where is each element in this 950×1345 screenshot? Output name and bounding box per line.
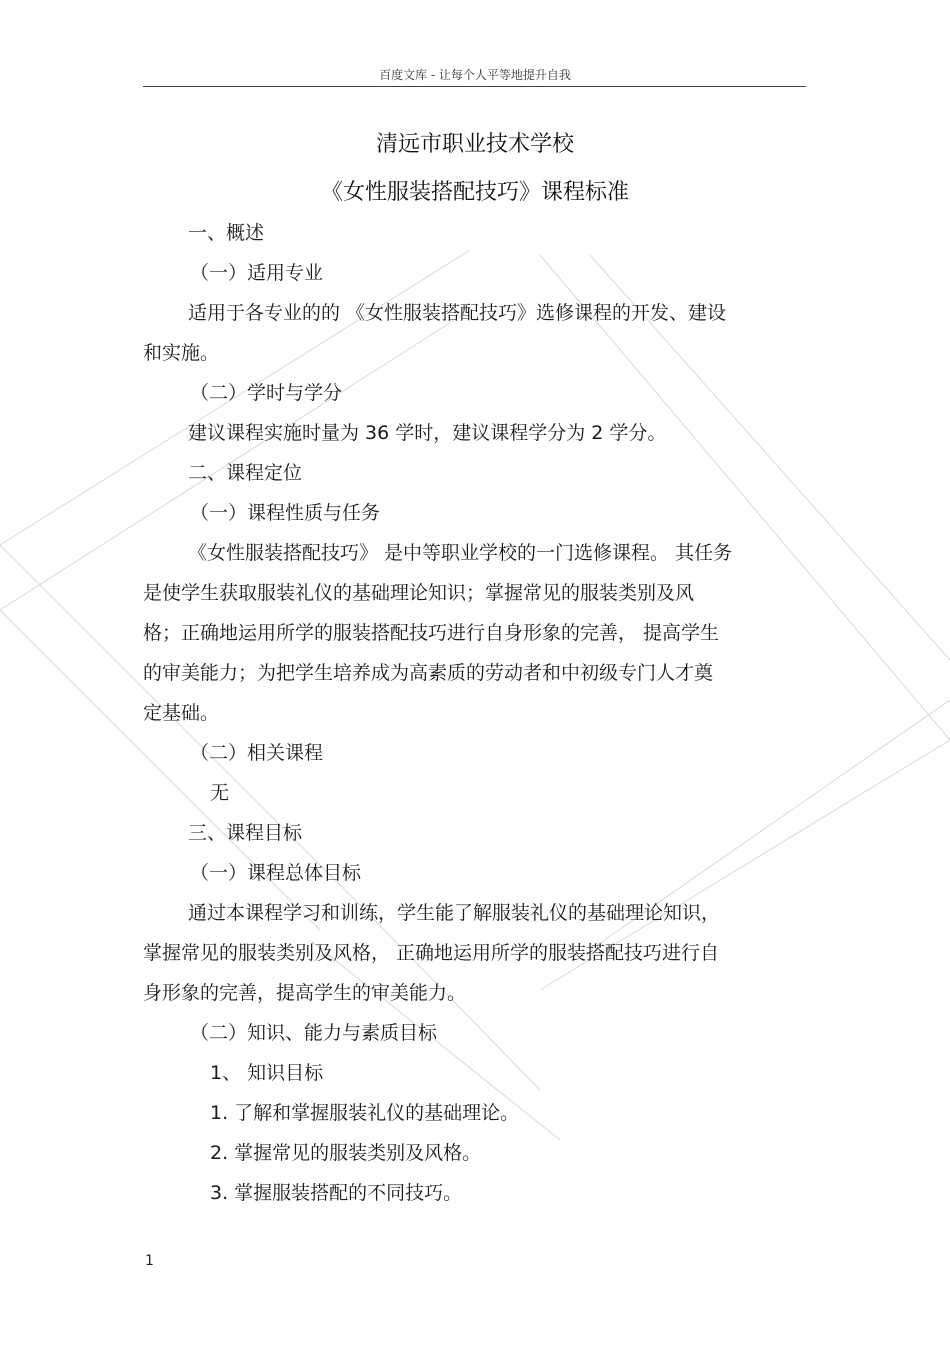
header-text: 百度文库 - 让每个人平等地提升自我 <box>379 68 571 82</box>
list-item: 2. 掌握常见的服装类别及风格。 <box>210 1142 482 1164</box>
subsection-heading: （一）课程总体目标 <box>190 862 362 884</box>
paragraph-line: 建议课程实施时量为 36 学时，建议课程学分为 2 学分。 <box>188 422 667 444</box>
list-item: 1. 了解和掌握服装礼仪的基础理论。 <box>210 1102 520 1124</box>
paragraph-line: 《女性服装搭配技巧》 是中等职业学校的一门选修课程。 其任务 <box>188 542 733 564</box>
header-divider <box>143 86 806 87</box>
section-heading: 二、课程定位 <box>188 462 303 484</box>
list-heading: 1、 知识目标 <box>210 1062 324 1084</box>
page-number: 1 <box>145 1253 154 1269</box>
paragraph-line: 是使学生获取服装礼仪的基础理论知识；掌握常见的服装类别及风 <box>143 582 695 604</box>
paragraph-line: 身形象的完善，提高学生的审美能力。 <box>143 982 467 1004</box>
document-title: 《女性服装搭配技巧》课程标准 <box>320 180 629 205</box>
subsection-heading: （一）课程性质与任务 <box>190 502 381 524</box>
paragraph-line: 格；正确地运用所学的服装搭配技巧进行自身形象的完善， 提高学生 <box>143 622 720 644</box>
paragraph-line: 通过本课程学习和训练，学生能了解服装礼仪的基础理论知识， <box>188 902 721 924</box>
subsection-heading: （二）知识、能力与素质目标 <box>190 1022 438 1044</box>
school-name: 清远市职业技术学校 <box>375 132 574 157</box>
subsection-heading: （一）适用专业 <box>190 262 324 284</box>
subsection-heading: （二）相关课程 <box>190 742 324 764</box>
subsection-heading: （二）学时与学分 <box>190 382 343 404</box>
list-item: 3. 掌握服装搭配的不同技巧。 <box>210 1182 463 1204</box>
paragraph-line: 和实施。 <box>143 342 220 364</box>
section-heading: 一、概述 <box>188 222 265 244</box>
section-heading: 三、课程目标 <box>188 822 303 844</box>
paragraph-line: 定基础。 <box>143 702 220 724</box>
paragraph-line: 的审美能力；为把学生培养成为高素质的劳动者和中初级专门人才奠 <box>143 662 714 684</box>
paragraph-line: 掌握常见的服装类别及风格， 正确地运用所学的服装搭配技巧进行自 <box>143 942 720 964</box>
paragraph-line: 无 <box>210 782 230 804</box>
paragraph-line: 适用于各专业的的 《女性服装搭配技巧》选修课程的开发、建设 <box>188 302 727 324</box>
